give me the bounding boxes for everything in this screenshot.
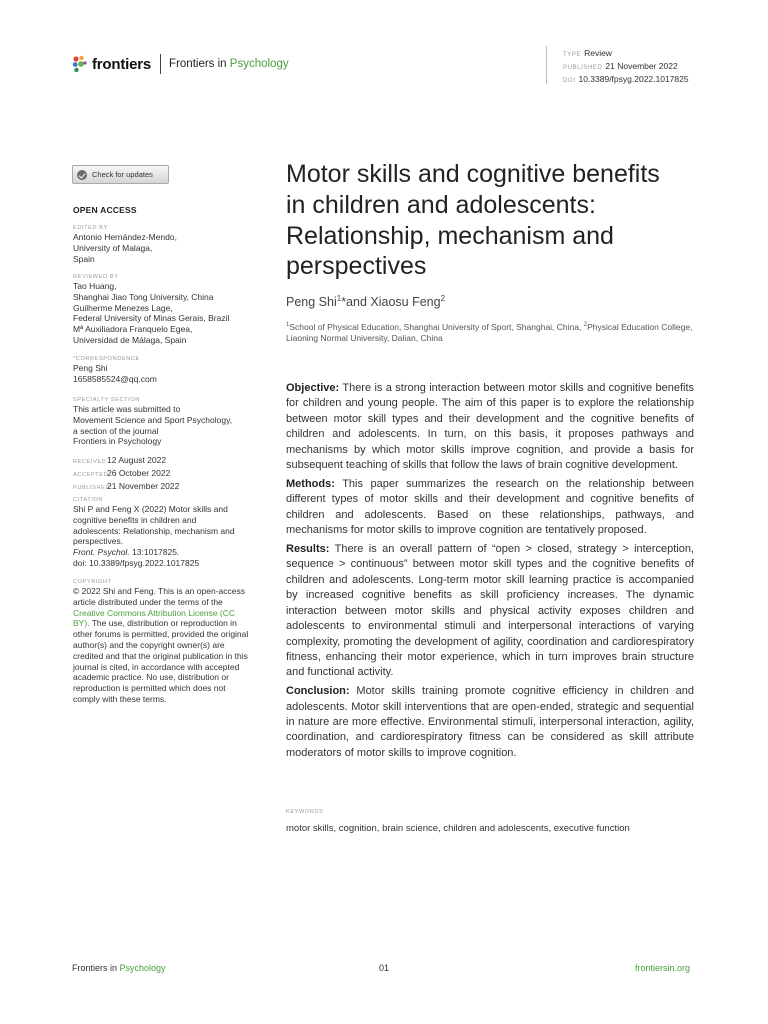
meta-published — [563, 61, 689, 74]
correspondent-email[interactable]: 1658585524@qq.com — [73, 373, 157, 384]
check-for-updates-button[interactable] — [72, 165, 169, 184]
publisher-logo[interactable] — [72, 54, 289, 74]
abstract-conclusion — [286, 684, 694, 761]
cc-license-link[interactable]: Creative Commons Attribution License (CC BY) — [73, 607, 236, 629]
abstract — [286, 381, 694, 765]
logo-divider — [160, 54, 161, 74]
meta-published-label: PUBLISHED — [563, 65, 603, 71]
keywords: motor skills, cognition, brain science, children and adolescents, executive function — [286, 823, 630, 834]
abstract-text: This paper summarizes the research on the relationship between different types of motor skills and their development and cognitive benefits of children and adolescents. Based on these relationships, pathways, and mechanisms for motor skills to improve cognition are tentatively proposed. — [286, 477, 694, 537]
meta-type-label: TYPE — [563, 52, 582, 58]
abstract-heading: Objective: — [286, 382, 340, 394]
citation-doi[interactable]: doi: 10.3389/fpsyg.2022.1017825 — [73, 557, 200, 568]
footer-journal — [72, 963, 166, 973]
abstract-objective — [286, 381, 694, 473]
abstract-methods — [286, 477, 694, 539]
edited-by-section — [73, 224, 253, 264]
meta-type — [563, 48, 689, 61]
specialty-line: This article was submitted to — [73, 404, 181, 414]
citation-line: cognitive benefits in children and — [73, 514, 197, 525]
accepted-date — [73, 468, 253, 481]
reviewer-affiliation: Federal University of Minas Gerais, Brazil — [73, 313, 230, 324]
reviewed-by-label: REVIEWED BY — [73, 274, 119, 280]
author-affil-sup: 1 — [336, 294, 342, 303]
journal-prefix: Frontiers in — [169, 58, 227, 70]
specialty-section — [73, 396, 253, 447]
received-label: RECEIVED — [73, 459, 107, 465]
received-value: 12 August 2022 — [107, 455, 167, 465]
meta-doi-value[interactable]: 10.3389/fpsyg.2022.1017825 — [578, 74, 689, 84]
abstract-heading: Results: — [286, 543, 330, 556]
footer-journal-prefix: Frontiers in — [72, 963, 118, 973]
specialty-label: SPECIALTY SECTION — [73, 397, 140, 403]
abstract-heading: Methods: — [286, 477, 335, 490]
citation-volume: 13:1017825. — [129, 547, 180, 558]
published-date — [73, 481, 253, 494]
copyright-text-a: © 2022 Shi and Feng. This is an open-access article distributed under the terms of the — [73, 586, 245, 607]
copyright-label: COPYRIGHT — [73, 579, 112, 585]
article-meta — [563, 48, 689, 87]
citation-line: perspectives. — [73, 536, 124, 547]
meta-doi — [563, 74, 689, 87]
author-affil-sup: 2 — [440, 294, 446, 303]
affil-sup: 1 — [286, 322, 290, 328]
accepted-value: 26 October 2022 — [107, 467, 171, 478]
footer-journal-name: Psychology — [119, 963, 166, 973]
affil-sup: 2 — [583, 322, 588, 328]
article-title: Motor skills and cognitive benefits in children and adolescents: Relationship, mechanism and perspectives — [286, 160, 660, 281]
meta-type-value: Review — [584, 48, 612, 58]
author-name[interactable]: *and Xiaosu Feng — [341, 295, 441, 310]
editor-country: Spain — [73, 253, 95, 264]
authors — [286, 294, 445, 309]
correspondence-section — [73, 355, 253, 385]
meta-published-value: 21 November 2022 — [605, 61, 678, 71]
copyright-section — [73, 578, 251, 705]
editor-affiliation: University of Malaga, — [73, 242, 153, 253]
specialty-line: a section of the journal — [73, 425, 159, 436]
meta-doi-label: DOI — [563, 78, 576, 84]
copyright-text-b: . The use, distribution or reproduction in other forums is permitted, provided the original author(s) and the copyright owner(s) are credited and that the original publication in this journal is cited, in accordance with accepted academic practice. No use, distribution or reproduction is permitted which does not comply with these terms. — [73, 618, 249, 704]
correspondent-name: Peng Shi — [73, 363, 108, 373]
check-updates-label: Check for updates — [92, 170, 153, 179]
citation-label: CITATION — [73, 497, 104, 503]
journal-name — [169, 58, 289, 70]
citation-journal-line — [73, 547, 253, 558]
page-number: 01 — [379, 963, 390, 973]
correspondence-label: *CORRESPONDENCE — [73, 356, 140, 362]
citation-line: Shi P and Feng X (2022) Motor skills and — [73, 504, 228, 514]
accepted-label: ACCEPTED — [73, 471, 109, 478]
received-date — [73, 455, 253, 468]
reviewer-affiliation: Universidad de Málaga, Spain — [73, 334, 187, 345]
abstract-text: There is a strong interaction between motor skills and cognitive benefits for children and young people. The aim of this paper is to explore the relationship between motor skill types and their development and the cognitive benefits of children and adolescents. In turn, on this basis, it proposes pathways and mechanisms by which motor skills improve cognition, and provide a basis for subsequent teaching of skills that follow the laws of brain cognitive development. — [286, 382, 694, 472]
citation-journal: Front. Psychol. — [73, 547, 130, 558]
abstract-results — [286, 542, 694, 681]
abstract-text: Motor skills training promote cognitive efficiency in children and adolescents. Motor skill interventions that are open-ended, strategic and sequential in nature are more effective. Environmental stimuli, interpersonal interaction, agility, coordination, and cardiorespiratory fitness can be considered as skill attribute moderators of motor skills to improve cognition. — [286, 685, 694, 759]
journal-title: Psychology — [229, 58, 289, 70]
abstract-text: There is an overall pattern of “open > closed, strategy > interception, sequence > continuous” between motor skill types and the cognitive benefits of children and adolescents. Long-term motor skill learning practice is accompanied by increased cognitive benefits as skill proficiency increases. The dynamic interaction between motor skills and physical activity exposes children and adolescents to environmental stimuli and interpersonal interactions of varying complexity, promoting the development of agility, coordination and cardiorespiratory fitness, enhancing their motor experience, which in turn improves brain structure and functional activity. — [286, 543, 694, 679]
reviewer-name: Guilherme Menezes Lage, — [73, 302, 173, 313]
specialty-line: Movement Science and Sport Psychology, — [73, 414, 233, 425]
specialty-line: Frontiers in Psychology — [73, 436, 162, 447]
abstract-heading: Conclusion: — [286, 685, 350, 698]
affiliations — [286, 320, 696, 344]
frontiers-logo-icon — [72, 55, 88, 73]
keywords-label: KEYWORDS — [286, 809, 324, 815]
citation-line: adolescents: Relationship, mechanism and — [73, 525, 235, 536]
brand-name: frontiers — [92, 55, 152, 73]
author-name[interactable]: Peng Shi — [286, 295, 337, 310]
edited-by-label: EDITED BY — [73, 225, 108, 231]
reviewer-affiliation: Shanghai Jiao Tong University, China — [73, 291, 214, 302]
open-access-label: OPEN ACCESS — [73, 205, 137, 215]
reviewed-by-section — [73, 273, 253, 346]
dates-section — [73, 455, 253, 493]
checkmark-icon — [77, 170, 87, 180]
copyright-text — [73, 586, 251, 705]
footer-site-link[interactable]: frontiersin.org — [635, 963, 691, 973]
reviewer-name: Tao Huang, — [73, 281, 117, 291]
editor-name: Antonio Hernández-Mendo, — [73, 232, 177, 242]
reviewer-name: Mª Auxiliadora Franquelo Egea, — [73, 324, 193, 335]
published-label: PUBLISHED — [73, 484, 111, 491]
meta-divider — [546, 46, 547, 84]
affiliation-2: Physical Education College, Liaoning Normal University, Dalian, China — [286, 321, 693, 343]
citation-section — [73, 496, 253, 569]
affiliation-1: School of Physical Education, Shanghai University of Sport, Shanghai, China, — [289, 321, 584, 332]
published-value: 21 November 2022 — [107, 480, 180, 491]
